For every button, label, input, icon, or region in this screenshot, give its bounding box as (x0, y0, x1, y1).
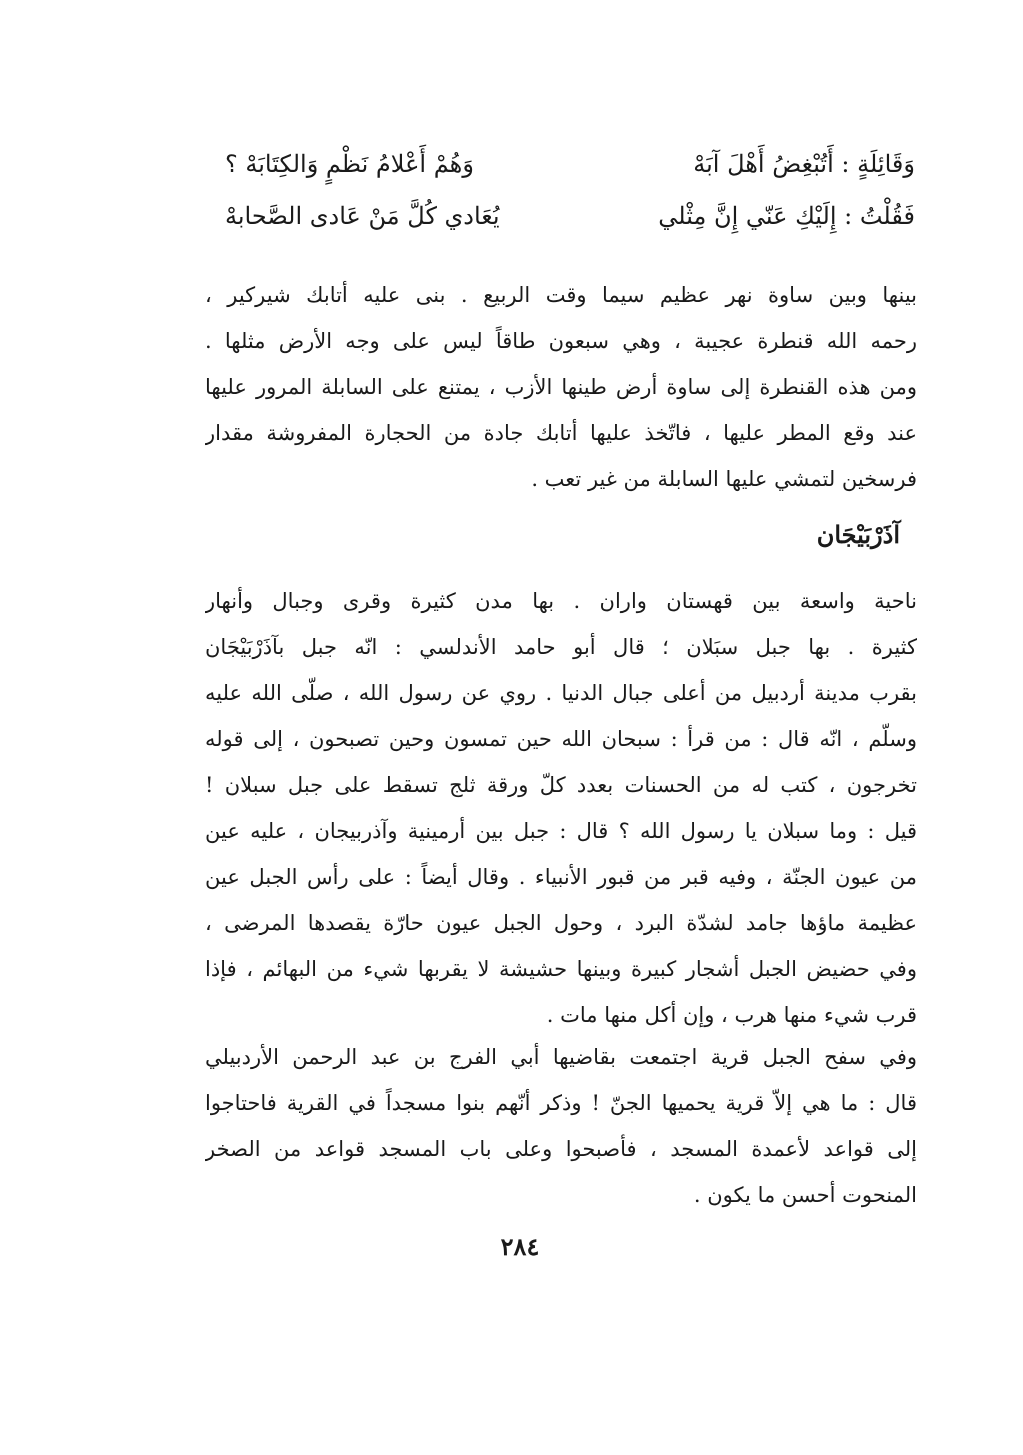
text-line: عند وقع المطر عليها ، فاتّخذ عليها أتابك جادة من الحجارة المفروشة مقدار (205, 421, 917, 445)
verse-first-hemistich: فَقُلْتُ : إِلَيْكِ عَنّي إِنَّ مِثْلي (658, 202, 915, 230)
verse-second-hemistich: يُعَادي كُلَّ مَنْ عَادى الصَّحابهْ (225, 202, 500, 230)
text-line: قرب شيء منها هرب ، وإن أكل منها مات . (546, 1003, 917, 1027)
verse-first-hemistich: وَقَائِلَةٍ : أَتُبْغِضُ أَهْلَ آبَهْ (693, 150, 915, 178)
text-line: كثيرة . بها جبل سبَلان ؛ قال أبو حامد الأندلسي : انّه جبل بآذَرْبَيْجَان (205, 635, 917, 659)
text-line: تخرجون ، كتب له من الحسنات بعدد كلّ ورقة ثلج تسقط على جبل سبلان ! (205, 773, 917, 797)
poem (225, 138, 915, 242)
text-line: وفي حضيض الجبل أشجار كبيرة وبينها حشيشة لا يقربها شيء من البهائم ، فإذا (205, 957, 917, 981)
paragraph-village (205, 1034, 917, 1218)
text-line: المنحوت أحسن ما يكون . (693, 1183, 917, 1207)
page-number: ٢٨٤ (500, 1232, 540, 1261)
text-line: ومن هذه القنطرة إلى ساوة أرض طينها الأزب ، يمتنع على السابلة المرور عليها (205, 375, 917, 399)
text-line: إلى قواعد لأعمدة المسجد ، فأصبحوا وعلى باب المسجد قواعد من الصخر (205, 1137, 917, 1161)
verse-second-hemistich: وَهُمْ أَعْلامُ نَظْمٍ وَالكِتَابَهْ ؟ (225, 150, 474, 178)
section-heading: آذَرْبَيْجَان (816, 520, 900, 549)
text-line: من عيون الجنّة ، وفيه قبر من قبور الأنبياء . وقال أيضاً : على رأس الجبل عين (205, 865, 917, 889)
text-line: عظيمة ماؤها جامد لشدّة البرد ، وحول الجبل عيون حارّة يقصدها المرضى ، (205, 911, 917, 935)
text-line: بقرب مدينة أردبيل من أعلى جبال الدنيا . روي عن رسول الله ، صلّى الله عليه (205, 681, 917, 705)
poem-verse (225, 190, 915, 242)
text-line: وفي سفح الجبل قرية اجتمعت بقاضيها أبي الفرج بن عبد الرحمن الأردبيلي (205, 1045, 917, 1069)
text-line: فرسخين لتمشي عليها السابلة من غير تعب . (531, 467, 917, 491)
poem-verse (225, 138, 915, 190)
text-line: قال : ما هي إلاّ قرية يحميها الجنّ ! وذكر أنّهم بنوا مسجداً في القرية فاحتاجوا (205, 1091, 917, 1115)
text-line: قيل : وما سبلان يا رسول الله ؟ قال : جبل بين أرمينية وآذربيجان ، عليه عين (205, 819, 917, 843)
text-line: بينها وبين ساوة نهر عظيم سيما وقت الربيع . بنى عليه أتابك شيركير ، (205, 283, 917, 307)
text-line: ناحية واسعة بين قهستان واران . بها مدن كثيرة وقرى وجبال وأنهار (205, 589, 917, 613)
paragraph-saveh-bridge (205, 272, 917, 502)
text-line: وسلّم ، انّه قال : من قرأ : سبحان الله حين تمسون وحين تصبحون ، إلى قوله (205, 727, 917, 751)
text-line: رحمه الله قنطرة عجيبة ، وهي سبعون طاقاً ليس على وجه الأرض مثلها . (205, 329, 917, 353)
paragraph-azerbaijan (205, 578, 917, 1038)
